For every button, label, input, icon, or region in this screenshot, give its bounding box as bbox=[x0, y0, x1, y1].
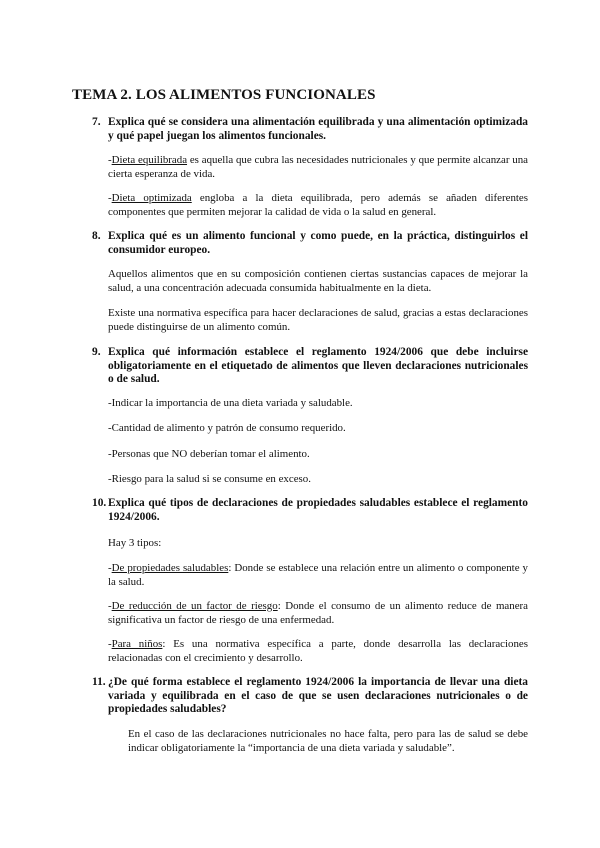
paragraph: -Para niños: Es una normativa específica a parte, donde desarrolla las declaraciones relacionadas con el crecimiento y desarrollo. bbox=[108, 638, 528, 664]
list-item: -Personas que NO deberían tomar el alimento. bbox=[108, 448, 310, 460]
question-number: 8. bbox=[92, 230, 101, 242]
question-8 bbox=[92, 230, 528, 257]
term: Para niños bbox=[111, 638, 163, 650]
question-number: 11. bbox=[92, 676, 106, 688]
page-title: TEMA 2. LOS ALIMENTOS FUNCIONALES bbox=[72, 87, 376, 103]
paragraph: -De propiedades saludables: Donde se establece una relación entre un alimento o componente y la salud. bbox=[108, 562, 528, 588]
paragraph: Hay 3 tipos: bbox=[108, 537, 162, 549]
list-item: -Riesgo para la salud si se consume en exceso. bbox=[108, 473, 311, 485]
question-number: 7. bbox=[92, 116, 101, 128]
term: De propiedades saludables bbox=[111, 562, 229, 574]
question-text: Explica qué tipos de declaraciones de propiedades saludables establece el reglamento 1924/2006. bbox=[108, 497, 528, 523]
paragraph: Existe una normativa específica para hacer declaraciones de salud, gracias a estas declaraciones puede distinguirse de un alimento común. bbox=[108, 307, 528, 333]
term: De reducción de un factor de riesgo bbox=[111, 600, 278, 612]
question-text: Explica qué información establece el reglamento 1924/2006 que debe incluirse obligatoriamente en el etiquetado de alimentos que lleven declaraciones nutricionales o de salud. bbox=[108, 346, 528, 385]
paragraph: En el caso de las declaraciones nutricionales no hace falta, pero para las de salud se debe indicar obligatoriamente la “importancia de una dieta variada y saludable”. bbox=[128, 728, 528, 754]
paragraph: -De reducción de un factor de riesgo: Donde el consumo de un alimento reduce de manera significativa un factor de riesgo de una enfermedad. bbox=[108, 600, 528, 626]
question-10 bbox=[92, 497, 528, 524]
question-number: 10. bbox=[92, 497, 107, 509]
term: Dieta equilibrada bbox=[111, 154, 188, 166]
list-item: -Indicar la importancia de una dieta variada y saludable. bbox=[108, 397, 353, 409]
question-text: Explica qué se considera una alimentación equilibrada y una alimentación optimizada y qué papel juegan los alimentos funcionales. bbox=[108, 116, 528, 142]
paragraph: -Dieta equilibrada es aquella que cubra las necesidades nutricionales y que permite alcanzar una cierta esperanza de vida. bbox=[108, 154, 528, 180]
question-7 bbox=[92, 116, 528, 143]
question-text: Explica qué es un alimento funcional y como puede, en la práctica, distinguirlos el consumidor europeo. bbox=[108, 230, 528, 256]
question-text: ¿De qué forma establece el reglamento 1924/2006 la importancia de llevar una dieta variada y equilibrada en el caso de que se usen declaraciones nutricionales o de propiedades saludables? bbox=[108, 676, 528, 715]
question-9 bbox=[92, 346, 528, 387]
paragraph: Aquellos alimentos que en su composición contienen ciertas sustancias capaces de mejorar la salud, a una concentración adecuada consumida habitualmente en la dieta. bbox=[108, 268, 528, 294]
question-number: 9. bbox=[92, 346, 101, 358]
term: Dieta optimizada bbox=[111, 192, 192, 204]
paragraph: -Dieta optimizada engloba a la dieta equilibrada, pero además se añaden diferentes componentes que permiten mejorar la calidad de vida o la salud en general. bbox=[108, 192, 528, 218]
list-item: -Cantidad de alimento y patrón de consumo requerido. bbox=[108, 422, 346, 434]
question-11 bbox=[92, 676, 528, 717]
